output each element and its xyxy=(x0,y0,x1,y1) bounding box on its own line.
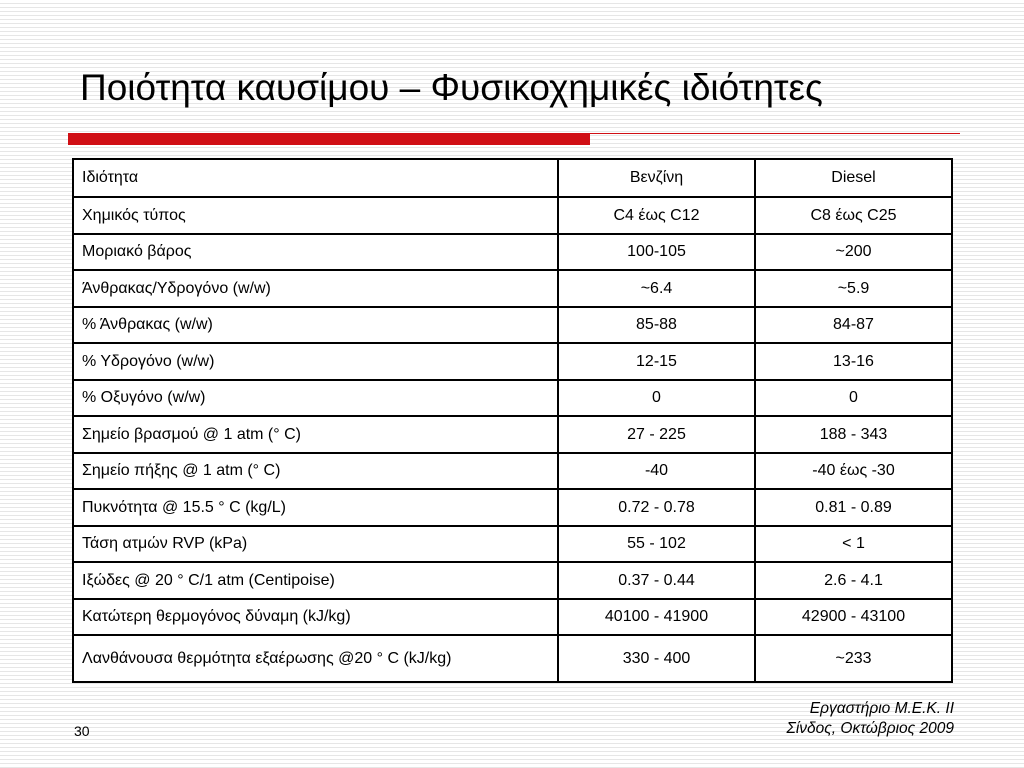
gasoline-cell: 40100 - 41900 xyxy=(558,599,755,636)
table-header-row xyxy=(73,159,952,197)
property-cell: Χημικός τύπος xyxy=(73,197,558,234)
table-row xyxy=(73,270,952,307)
gasoline-cell: C4 έως C12 xyxy=(558,197,755,234)
diesel-cell: C8 έως C25 xyxy=(755,197,952,234)
table-row xyxy=(73,234,952,271)
footer-credit xyxy=(787,699,954,739)
gasoline-cell: 0.37 - 0.44 xyxy=(558,562,755,599)
diesel-cell: 42900 - 43100 xyxy=(755,599,952,636)
slide-title: Ποιότητα καυσίμου – Φυσικοχημικές ιδιότητες xyxy=(80,67,823,108)
header-gasoline: Βενζίνη xyxy=(558,159,755,197)
diesel-cell: 0.81 - 0.89 xyxy=(755,489,952,526)
property-cell: Τάση ατμών RVP (kPa) xyxy=(73,526,558,563)
page-number: 30 xyxy=(74,723,90,739)
property-cell: % Άνθρακας (w/w) xyxy=(73,307,558,344)
property-cell: Κατώτερη θερμογόνος δύναμη (kJ/kg) xyxy=(73,599,558,636)
property-cell: % Υδρογόνο (w/w) xyxy=(73,343,558,380)
diesel-cell: < 1 xyxy=(755,526,952,563)
property-cell: Πυκνότητα @ 15.5 ° C (kg/L) xyxy=(73,489,558,526)
table-row xyxy=(73,599,952,636)
property-cell: Σημείο πήξης @ 1 atm (° C) xyxy=(73,453,558,490)
footer-lab-name: Εργαστήριο Μ.Ε.Κ. ΙΙ xyxy=(809,700,954,717)
property-cell: Ιξώδες @ 20 ° C/1 atm (Centipoise) xyxy=(73,562,558,599)
gasoline-cell: 0 xyxy=(558,380,755,417)
gasoline-cell: 100-105 xyxy=(558,234,755,271)
diesel-cell: 0 xyxy=(755,380,952,417)
footer-location-date: Σίνδος, Οκτώβριος 2009 xyxy=(786,720,954,738)
table-row xyxy=(73,562,952,599)
gasoline-cell: 55 - 102 xyxy=(558,526,755,563)
property-cell: Σημείο βρασμού @ 1 atm (° C) xyxy=(73,416,558,453)
properties-table xyxy=(72,158,953,683)
table-row xyxy=(73,489,952,526)
property-cell: Άνθρακας/Υδρογόνο (w/w) xyxy=(73,270,558,307)
gasoline-cell: 85-88 xyxy=(558,307,755,344)
table-row xyxy=(73,635,952,682)
gasoline-cell: ~6.4 xyxy=(558,270,755,307)
gasoline-cell: 12-15 xyxy=(558,343,755,380)
property-cell: Μοριακό βάρος xyxy=(73,234,558,271)
gasoline-cell: 0.72 - 0.78 xyxy=(558,489,755,526)
table-row xyxy=(73,380,952,417)
diesel-cell: 84-87 xyxy=(755,307,952,344)
table-row xyxy=(73,416,952,453)
diesel-cell: 2.6 - 4.1 xyxy=(755,562,952,599)
diesel-cell: 188 - 343 xyxy=(755,416,952,453)
diesel-cell: -40 έως -30 xyxy=(755,453,952,490)
table-row xyxy=(73,453,952,490)
diesel-cell: ~5.9 xyxy=(755,270,952,307)
title-accent-bar xyxy=(68,133,590,145)
table-row xyxy=(73,197,952,234)
header-diesel: Diesel xyxy=(755,159,952,197)
title-accent-line xyxy=(590,133,960,134)
table-row xyxy=(73,343,952,380)
diesel-cell: ~200 xyxy=(755,234,952,271)
diesel-cell: 13-16 xyxy=(755,343,952,380)
gasoline-cell: 27 - 225 xyxy=(558,416,755,453)
property-cell: Λανθάνουσα θερμότητα εξαέρωσης @20 ° C (kJ/kg) xyxy=(73,635,558,682)
table-row xyxy=(73,307,952,344)
diesel-cell: ~233 xyxy=(755,635,952,682)
gasoline-cell: -40 xyxy=(558,453,755,490)
gasoline-cell: 330 - 400 xyxy=(558,635,755,682)
table-row xyxy=(73,526,952,563)
header-property: Ιδιότητα xyxy=(73,159,558,197)
property-cell: % Οξυγόνο (w/w) xyxy=(73,380,558,417)
